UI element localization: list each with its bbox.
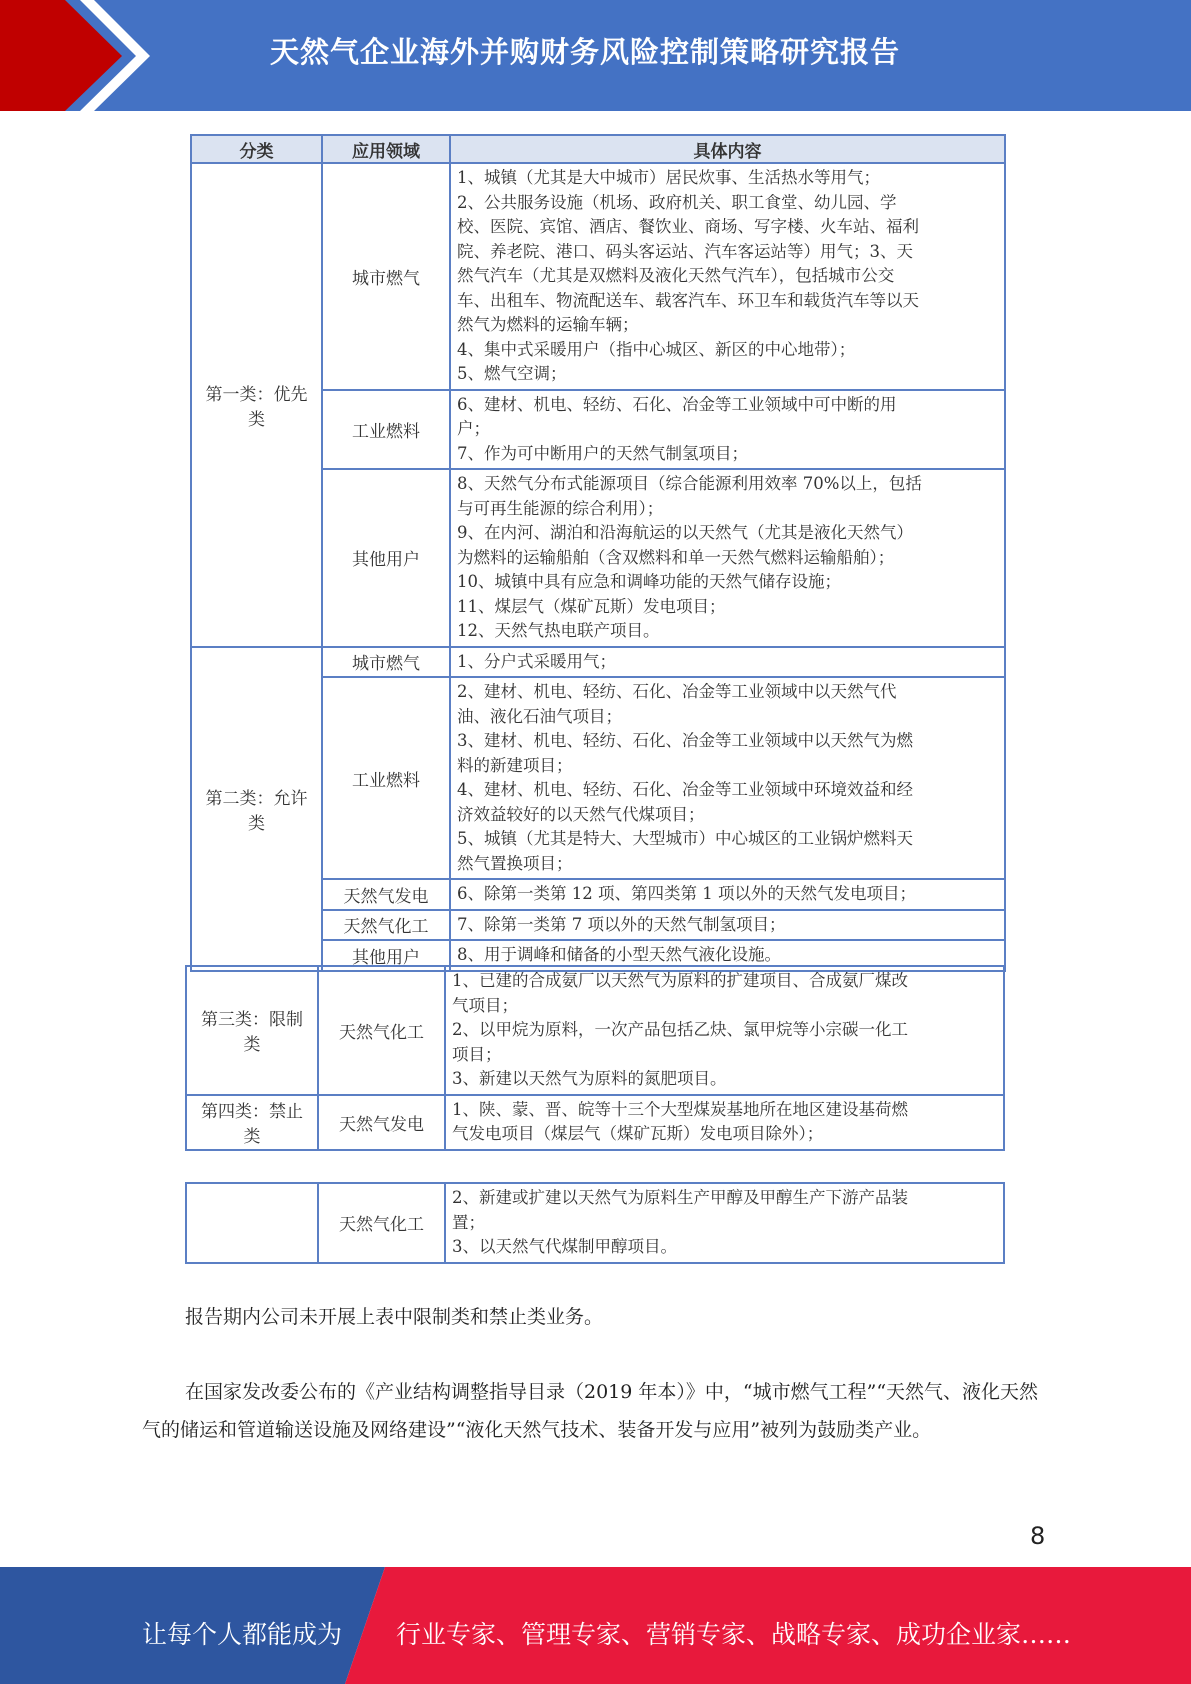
content-line: 3、新建以天然气为原料的氮肥项目。 bbox=[452, 1069, 727, 1088]
content-line: 然气置换项目； bbox=[457, 853, 573, 873]
content-line: 置； bbox=[452, 1212, 485, 1232]
content-line: 12、天然气热电联产项目。 bbox=[457, 621, 660, 640]
category-cell: 第二类：允许类 bbox=[191, 647, 322, 971]
content-cell bbox=[445, 1183, 1004, 1263]
content-cell bbox=[445, 966, 1004, 1095]
area-cell: 天然气化工 bbox=[318, 966, 445, 1095]
area-cell: 天然气化工 bbox=[322, 910, 450, 941]
content-cell bbox=[450, 879, 1005, 910]
content-cell bbox=[450, 677, 1005, 879]
area-cell: 城市燃气 bbox=[322, 163, 450, 390]
content-line: 4、建材、机电、轻纺、石化、冶金等工业领域中环境效益和经 bbox=[457, 780, 913, 799]
content-line: 2、新建或扩建以天然气为原料生产甲醇及甲醇生产下游产品装 bbox=[452, 1188, 908, 1207]
category-cell: 第三类：限制类 bbox=[186, 966, 318, 1095]
page-number: 8 bbox=[1030, 1522, 1046, 1550]
content-line: 1、已建的合成氨厂以天然气为原料的扩建项目、合成氨厂煤改 bbox=[452, 971, 908, 990]
content-line: 户； bbox=[457, 419, 490, 438]
footer-slogan-right: 行业专家、管理专家、营销专家、战略专家、成功企业家…… bbox=[396, 1620, 1072, 1649]
table-row bbox=[186, 1183, 1004, 1263]
restricted-prohibited-table bbox=[185, 965, 1005, 1151]
footer-banner bbox=[0, 1567, 1191, 1684]
content-cell bbox=[450, 163, 1005, 390]
content-line: 9、在内河、湖泊和沿海航运的以天然气（尤其是液化天然气） bbox=[457, 523, 913, 542]
content-line: 6、建材、机电、轻纺、石化、冶金等工业领域中可中断的用 bbox=[457, 394, 897, 414]
content-line: 1、陕、蒙、晋、皖等十三个大型煤炭基地所在地区建设基荷燃 bbox=[452, 1099, 908, 1119]
header-application-area: 应用领域 bbox=[322, 135, 450, 163]
content-line: 1、城镇（尤其是大中城市）居民炊事、生活热水等用气； bbox=[457, 168, 880, 187]
area-cell: 工业燃料 bbox=[322, 390, 450, 470]
category-cell: 第四类：禁止类 bbox=[186, 1095, 318, 1150]
table-row bbox=[191, 647, 1005, 678]
content-line: 油、液化石油气项目； bbox=[457, 706, 622, 726]
area-cell: 天然气化工 bbox=[318, 1183, 445, 1263]
content-line: 院、养老院、港口、码头客运站、汽车客运站等）用气；3、天 bbox=[457, 241, 913, 261]
content-line: 气发电项目（煤层气（煤矿瓦斯）发电项目除外）； bbox=[452, 1124, 824, 1143]
content-line: 校、医院、宾馆、酒店、餐饮业、商场、写字楼、火车站、福利 bbox=[457, 217, 919, 236]
content-cell bbox=[450, 647, 1005, 678]
area-cell: 天然气发电 bbox=[318, 1095, 445, 1150]
content-line: 7、作为可中断用户的天然气制氢项目； bbox=[457, 443, 748, 463]
content-line: 11、煤层气（煤矿瓦斯）发电项目； bbox=[457, 596, 726, 616]
content-line: 3、建材、机电、轻纺、石化、冶金等工业领域中以天然气为燃 bbox=[457, 731, 913, 750]
content-line: 与可再生能源的综合利用）； bbox=[457, 498, 664, 518]
table-row bbox=[186, 1095, 1004, 1150]
table-row bbox=[191, 163, 1005, 390]
content-line: 料的新建项目； bbox=[457, 755, 573, 775]
content-line: 2、建材、机电、轻纺、石化、冶金等工业领域中以天然气代 bbox=[457, 682, 897, 701]
gas-use-classification-table bbox=[190, 134, 1006, 972]
header-category: 分类 bbox=[191, 135, 322, 163]
content-line: 2、以甲烷为原料，一次产品包括乙炔、氯甲烷等小宗碳一化工 bbox=[452, 1020, 908, 1039]
header-banner bbox=[0, 0, 1191, 111]
content-cell bbox=[445, 1095, 1004, 1150]
body-paragraph: 报告期内公司未开展上表中限制类和禁止类业务。 bbox=[185, 1306, 604, 1328]
table-row bbox=[186, 966, 1004, 1095]
content-line: 7、除第一类第 7 项以外的天然气制氢项目； bbox=[457, 914, 786, 934]
content-line: 2、公共服务设施（机场、政府机关、职工食堂、幼儿园、学 bbox=[457, 192, 897, 212]
content-line: 车、出租车、物流配送车、载客汽车、环卫车和载货汽车等以天 bbox=[457, 290, 919, 310]
content-line: 6、除第一类第 12 项、第四类第 1 项以外的天然气发电项目； bbox=[457, 884, 916, 903]
content-cell bbox=[450, 390, 1005, 470]
content-line: 5、燃气空调； bbox=[457, 364, 567, 383]
content-line: 为燃料的运输船舶（含双燃料和单一天然气燃料运输船舶）； bbox=[457, 547, 895, 567]
header-content: 具体内容 bbox=[450, 135, 1005, 163]
header-title: 天然气企业海外并购财务风险控制策略研究报告 bbox=[270, 35, 901, 69]
area-cell: 其他用户 bbox=[322, 469, 450, 647]
content-line: 然气汽车（尤其是双燃料及液化天然气汽车），包括城市公交 bbox=[457, 266, 895, 285]
content-line: 1、分户式采暖用气； bbox=[457, 651, 616, 671]
content-line: 然气为燃料的运输车辆； bbox=[457, 315, 639, 334]
table-header-row bbox=[191, 135, 1005, 163]
content-line: 10、城镇中具有应急和调峰功能的天然气储存设施； bbox=[457, 572, 841, 591]
content-line: 8、用于调峰和储备的小型天然气液化设施。 bbox=[457, 945, 781, 964]
area-cell: 其他用户 bbox=[322, 940, 450, 971]
area-cell: 天然气发电 bbox=[322, 879, 450, 910]
content-line: 项目； bbox=[452, 1044, 502, 1064]
content-line: 5、城镇（尤其是特大、大型城市）中心城区的工业锅炉燃料天 bbox=[457, 829, 913, 848]
content-line: 4、集中式采暖用户（指中心城区、新区的中心地带）； bbox=[457, 339, 856, 359]
footer-slogan-left: 让每个人都能成为 bbox=[142, 1620, 343, 1649]
area-cell: 城市燃气 bbox=[322, 647, 450, 678]
content-line: 济效益较好的以天然气代煤项目； bbox=[457, 804, 705, 824]
content-line: 3、以天然气代煤制甲醇项目。 bbox=[452, 1237, 677, 1256]
content-line: 气项目； bbox=[452, 995, 518, 1015]
prohibited-continued-table bbox=[185, 1182, 1005, 1264]
content-line: 8、天然气分布式能源项目（综合能源利用效率 70%以上，包括 bbox=[457, 474, 922, 493]
area-cell: 工业燃料 bbox=[322, 677, 450, 879]
category-cell: 第一类：优先类 bbox=[191, 163, 322, 647]
category-cell-empty bbox=[186, 1183, 318, 1263]
content-cell bbox=[450, 469, 1005, 647]
body-paragraph: 在国家发改委公布的《产业结构调整指导目录（2019 年本）》中，“城市燃气工程”“天然气、液化天然气的储运和管道输送设施及网络建设”“液化天然气技术、装备开发与应用”被列为鼓励类产业。 bbox=[142, 1381, 1039, 1441]
content-cell bbox=[450, 910, 1005, 941]
